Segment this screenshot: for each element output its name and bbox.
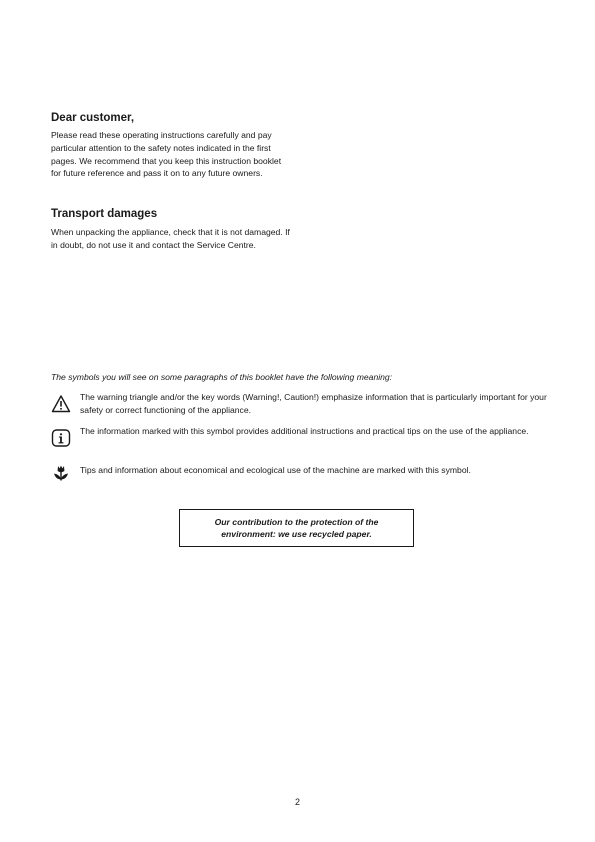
info-icon (51, 428, 71, 448)
warning-symbol-text: The warning triangle and/or the key words (Warning!, Caution!) emphasize information that is particularly important for your safety or correct functioning of the appliance. (80, 392, 547, 415)
dear-customer-heading: Dear customer, (51, 112, 135, 124)
transport-damages-text: When unpacking the appliance, check that it is not damaged. If in doubt, do not use it and contact the Service Centre. (51, 227, 290, 250)
page-number: 2 (294, 797, 300, 807)
eco-flower-icon (51, 463, 71, 483)
symbols-intro-text: The symbols you will see on some paragraphs of this booklet have the following meaning: (51, 372, 393, 382)
warning-triangle-icon (51, 394, 71, 414)
eco-symbol-text: Tips and information about economical and ecological use of the machine are marked with this symbol. (80, 465, 471, 475)
info-symbol-text: The information marked with this symbol provides additional instructions and practical tips on the use of the appliance. (80, 426, 529, 436)
dear-customer-text: Please read these operating instructions carefully and pay particular attention to the safety notes indicated in the first pages. We recommend that you keep this instruction booklet for future reference and pass it on to any future owners. (51, 130, 282, 179)
recycled-paper-notice: Our contribution to the protection of the environment: we use recycled paper. (179, 509, 414, 547)
transport-damages-heading: Transport damages (51, 208, 158, 220)
